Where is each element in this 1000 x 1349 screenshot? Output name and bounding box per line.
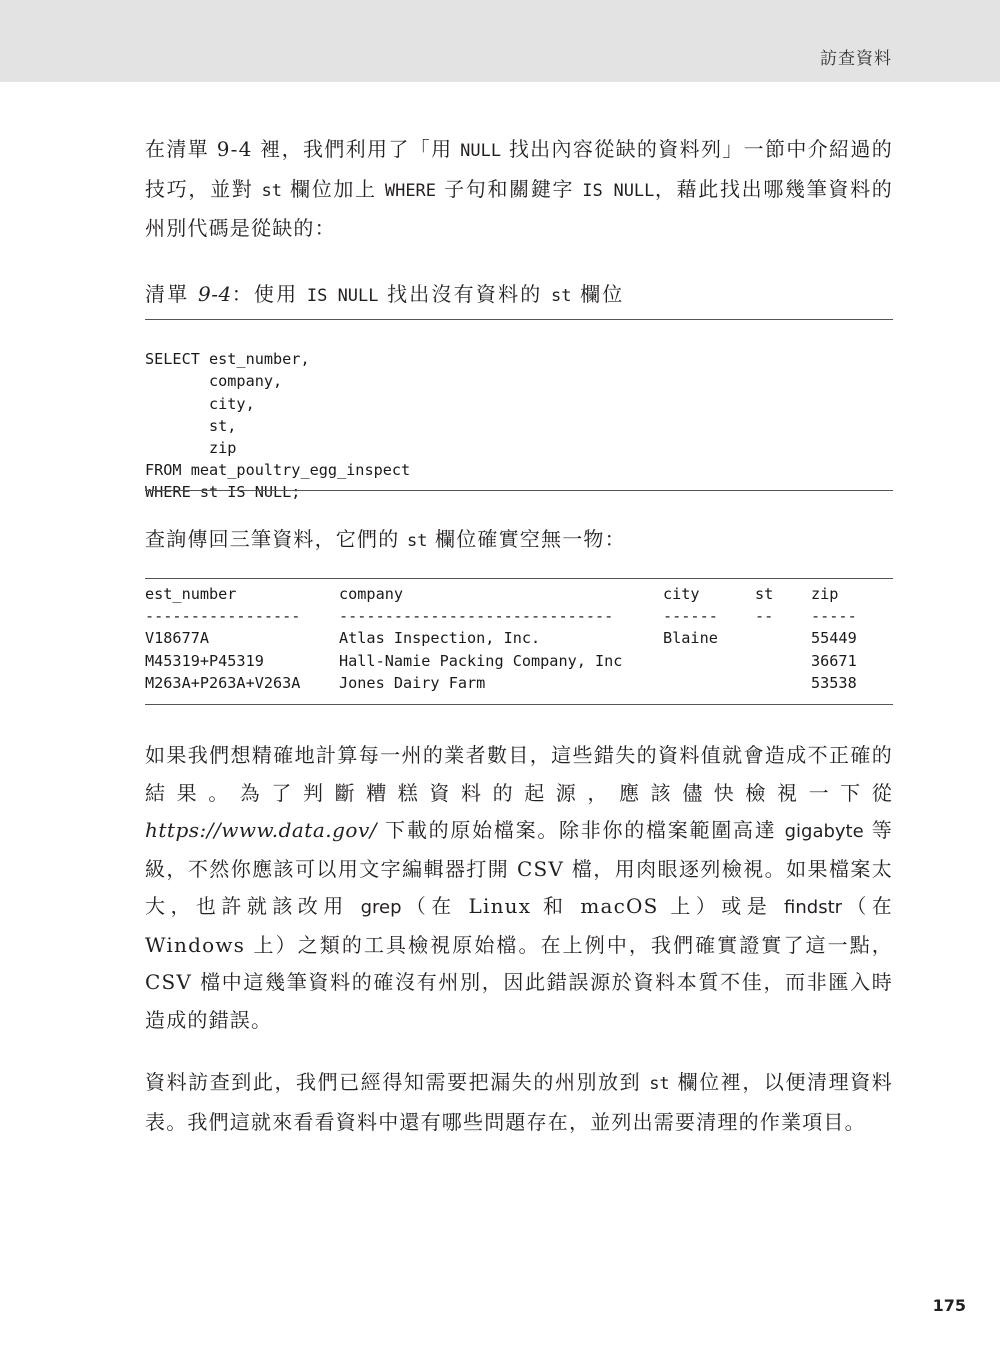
table-cell: Blaine <box>663 629 718 648</box>
text-run: 資料訪查到此，我們已經得知需要把漏失的州別放到 <box>145 1070 650 1094</box>
code-line: SELECT est_number, <box>145 350 310 369</box>
analysis-paragraph <box>145 737 893 1039</box>
table-row <box>145 674 893 696</box>
column-header: est_number <box>145 585 237 603</box>
result-intro-paragraph <box>145 521 893 561</box>
page-number: 175 <box>932 1296 966 1315</box>
table-cell: 36671 <box>811 651 857 670</box>
text-run: （在 Linux 和 macOS 上）或是 <box>401 894 785 918</box>
code-line: company, <box>145 372 283 391</box>
listing-number: 9-4 <box>197 282 232 306</box>
table-row <box>145 629 893 651</box>
caption-run: ：使用 <box>231 282 307 306</box>
text-run: 等級，不然你應該可以用文字編輯器打開 CSV 檔，用肉眼逐列檢視。如果檔案太大，也許就該改用 <box>145 818 893 918</box>
text-run: （在 Windows 上）之類的工具檢視原始檔。在上例中，我們確實證實了這一點，CSV 檔中這幾筆資料的確沒有州別，因此錯誤源於資料本質不佳，而非匯入時造成的錯誤。 <box>145 894 893 1032</box>
column-header: st <box>755 585 774 603</box>
code-line: zip <box>145 439 237 458</box>
caption-run: 欄位 <box>571 282 625 306</box>
term-grep: grep <box>360 897 402 918</box>
term-gigabyte: gigabyte <box>784 821 864 842</box>
column-separator: -- <box>755 607 774 626</box>
text-run: 在清單 9-4 裡，我們利用了「用 <box>145 137 461 161</box>
running-header-title: 訪查資料 <box>820 49 892 69</box>
inline-code-st: st <box>406 531 428 551</box>
inline-code-null: NULL <box>460 141 502 161</box>
table-cell: M263A+P263A+V263A <box>145 673 301 692</box>
result-top-rule <box>145 578 893 579</box>
result-header-row <box>145 585 893 607</box>
inline-code-st: st <box>649 1074 670 1094</box>
column-separator: ----- <box>811 607 857 626</box>
column-header: company <box>339 585 404 603</box>
caption-run: 找出沒有資料的 <box>378 282 552 306</box>
code-line: st, <box>145 416 237 435</box>
code-line: WHERE st IS NULL; <box>145 483 301 502</box>
inline-code-where: WHERE <box>384 180 437 201</box>
text-run: 找出內容從缺的資料列」一節中介紹過的技巧，並對 <box>145 137 893 201</box>
text-run: 子句和關鍵字 <box>436 176 583 201</box>
listing-caption <box>145 278 893 307</box>
text-run: 下載的原始檔案。除非你的檔案範圍高達 <box>377 818 785 842</box>
text-run: 如果我們想精確地計算每一州的業者數目，這些錯失的資料值就會造成不正確的結果。為了判斷糟糕資料的起源，應該儘快檢視一下從 <box>145 743 893 805</box>
text-run: 欄位裡，以便清理資料表。我們這就來看看資料中還有哪些問題存在，並列出需要清理的作業項目。 <box>145 1070 893 1134</box>
query-result-table <box>145 585 893 696</box>
table-row <box>145 652 893 674</box>
data-gov-url: https://www.data.gov/ <box>145 818 378 842</box>
table-cell: Atlas Inspection, Inc. <box>339 629 541 648</box>
table-cell: M45319+P45319 <box>145 651 264 670</box>
column-separator: ------ <box>663 607 718 626</box>
sql-code-block <box>145 326 893 526</box>
text-run: 欄位加上 <box>281 176 385 201</box>
listing-bottom-rule <box>145 490 893 491</box>
table-cell: 53538 <box>811 673 857 692</box>
term-findstr: findstr <box>784 897 843 918</box>
text-run: ，藉此找出哪幾筆資料的州別代碼是從缺的： <box>145 176 893 240</box>
table-cell: V18677A <box>145 629 210 648</box>
text-run: 欄位確實空無一物： <box>427 527 626 551</box>
table-cell: 55449 <box>811 629 857 648</box>
table-cell: Hall-Namie Packing Company, Inc <box>339 651 623 670</box>
code-line: FROM meat_poultry_egg_inspect <box>145 461 411 480</box>
inline-code-is-null: IS NULL <box>582 180 655 201</box>
text-run: 查詢傳回三筆資料，它們的 <box>145 527 407 551</box>
table-cell: Jones Dairy Farm <box>339 673 486 692</box>
running-header-band <box>0 0 1000 82</box>
code-line: city, <box>145 394 255 413</box>
listing-top-rule <box>145 319 893 320</box>
column-separator: ------------------------------ <box>339 607 614 626</box>
column-separator: ----------------- <box>145 607 301 626</box>
caption-run: 清單 <box>145 282 198 306</box>
intro-paragraph <box>145 131 893 248</box>
column-header: zip <box>811 585 839 603</box>
caption-code-st: st <box>551 286 572 306</box>
closing-paragraph <box>145 1064 893 1141</box>
result-bottom-rule <box>145 704 893 705</box>
result-separator-row <box>145 607 893 629</box>
inline-code-st: st <box>261 180 282 201</box>
column-header: city <box>663 585 700 603</box>
caption-code-is-null: IS NULL <box>306 286 379 306</box>
